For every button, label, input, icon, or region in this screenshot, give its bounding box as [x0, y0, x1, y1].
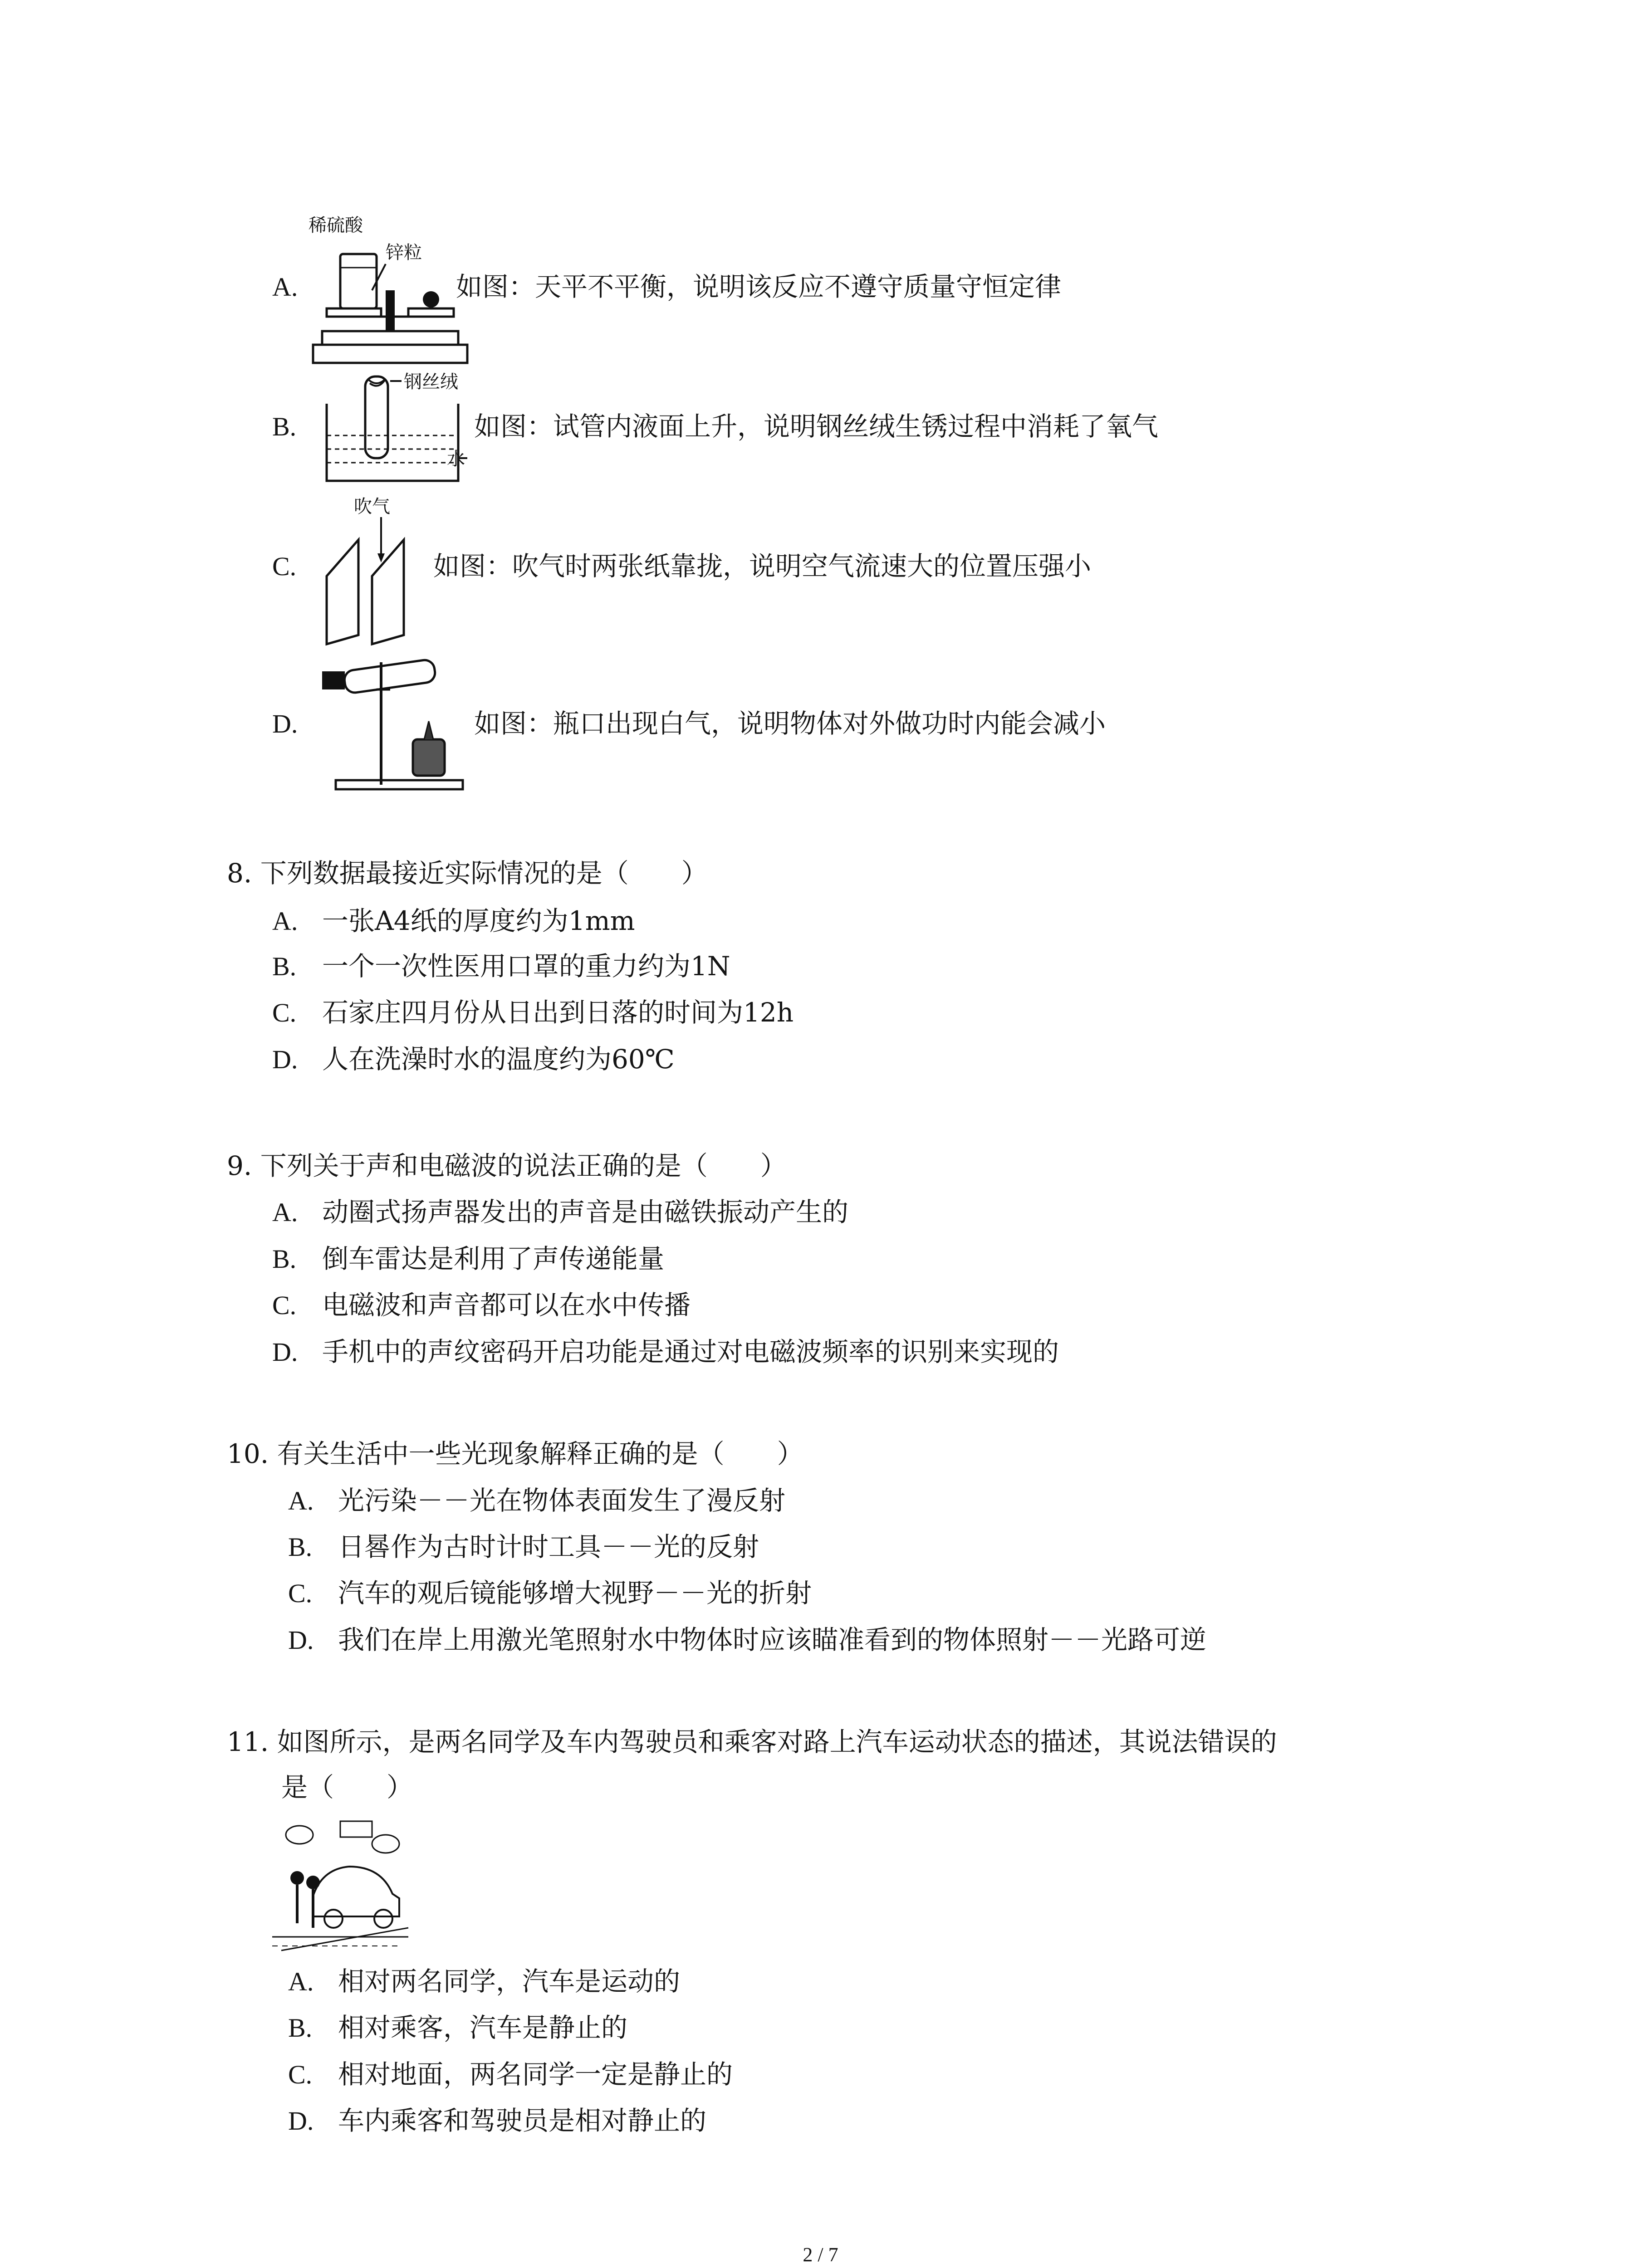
q7-option-a [272, 269, 322, 305]
figure-heated-test-tube [318, 658, 472, 794]
option-letter: D. [272, 709, 298, 738]
q10-stem: 10. 有关生活中一些光现象解释正确的是（ ） [227, 1438, 803, 1469]
q9-option-d: D. 手机中的声纹密码开启功能是通过对电磁波频率的识别来实现的 [272, 1336, 1059, 1367]
figure-car-and-students [272, 1819, 408, 1955]
q8-option-d: D. 人在洗澡时水的温度约为60℃ [272, 1044, 675, 1075]
q7-option-d [272, 705, 322, 742]
q11-option-b: B. 相对乘客，汽车是静止的 [288, 2012, 628, 2043]
figure-blowing-papers [322, 494, 440, 653]
page-number: 2 / 7 [803, 2244, 838, 2266]
q9-option-b: B. 倒车雷达是利用了声传递能量 [272, 1243, 665, 1274]
label-dilute-sulfuric-acid: 稀硫酸 [309, 215, 363, 236]
figure-steel-wool-test-tube [322, 367, 476, 494]
q10-option-a: A. 光污染－－光在物体表面发生了漫反射 [288, 1485, 786, 1516]
label-water: 水 [447, 449, 465, 469]
q7-option-a-text: 如图：天平不平衡，说明该反应不遵守质量守恒定律 [456, 271, 1062, 302]
q9-option-a: A. 动圈式扬声器发出的声音是由磁铁振动产生的 [272, 1197, 849, 1227]
q10-option-b: B. 日晷作为古时计时工具－－光的反射 [288, 1531, 759, 1562]
q7-option-b [272, 408, 322, 445]
option-letter: B. [272, 412, 297, 441]
q7-option-b-text: 如图：试管内液面上升，说明钢丝绒生锈过程中消耗了氧气 [474, 411, 1159, 442]
q9-stem: 9. 下列关于声和电磁波的说法正确的是（ ） [227, 1150, 787, 1181]
label-zinc-granules: 锌粒 [386, 242, 422, 263]
label-steel-wool: 钢丝绒 [404, 371, 458, 392]
option-letter: A. [272, 272, 298, 302]
q9-option-c: C. 电磁波和声音都可以在水中传播 [272, 1290, 691, 1320]
q11-option-c: C. 相对地面，两名同学一定是静止的 [288, 2059, 733, 2090]
label-blow-air: 吹气 [354, 496, 390, 517]
q11-stem-line2: 是（ ） [281, 1772, 413, 1803]
option-letter: C. [272, 552, 297, 581]
q11-option-d: D. 车内乘客和驾驶员是相对静止的 [288, 2105, 707, 2136]
q8-option-c: C. 石家庄四月份从日出到日落的时间为12h [272, 997, 794, 1028]
q7-option-d-text: 如图：瓶口出现白气，说明物体对外做功时内能会减小 [474, 708, 1106, 739]
q11-stem-line1: 11. 如图所示，是两名同学及车内驾驶员和乘客对路上汽车运动状态的描述，其说法错误的 [227, 1726, 1277, 1757]
q10-option-d: D. 我们在岸上用激光笔照射水中物体时应该瞄准看到的物体照射－－光路可逆 [288, 1624, 1207, 1655]
q10-option-c: C. 汽车的观后镜能够增大视野－－光的折射 [288, 1578, 812, 1608]
q7-option-c-text: 如图：吹气时两张纸靠拢，说明空气流速大的位置压强小 [433, 551, 1092, 582]
q8-option-a: A. 一张A4纸的厚度约为1mm [272, 905, 635, 936]
q7-option-c [272, 548, 322, 585]
q8-option-b: B. 一个一次性医用口罩的重力约为1N [272, 951, 730, 982]
q8-stem: 8. 下列数据最接近实际情况的是（ ） [227, 858, 708, 889]
q11-option-a: A. 相对两名同学，汽车是运动的 [288, 1966, 681, 1997]
figure-balance-experiment [309, 213, 463, 376]
